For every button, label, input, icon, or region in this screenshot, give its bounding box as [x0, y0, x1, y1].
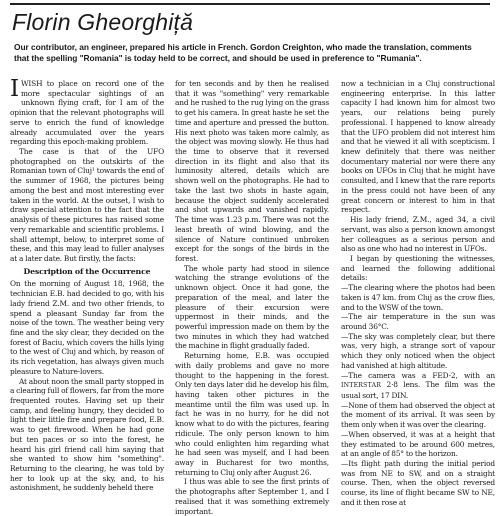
paragraph: now a technician in a Cluj constructional engineering enterprise. In this latter capacity I had known him for almost two years, our relations being purely professional. I happened to know already that the UFO problem did not interest him and that he viewed it all with scepticism. I knew definitely that there was neither documentary material nor were there any books on UFOs in Cluj that he might have consulted, and I knew that the rare reports in the press could not have been of any great concern or interest to him in that respect. — [341, 79, 495, 215]
list-item: —Its flight path during the initial period was from NE to SW, and on a straight course. Then, when the object reversed course, its line of flight became SW to NE, and it then rose at — [341, 459, 495, 507]
paragraph: The whole party had stood in silence watching the strange evolutions of the unknown object. Once it had gone, the preparation of the meal, and later the pleasure of their excursion were uppermost in their minds, and the powerful impression made on them by the two minutes in which they had watched the machine in flight gradually faded. — [175, 263, 329, 351]
paragraph: The case is that of the UFO photographed on the outskirts of the Romanian town of Cluj¹ towards the end of the summer of 1968, the pictures being among the best and most interesting ever taken in the world. At the outset, I wish to draw special attention to the fact that the analysis of these pictures has raised some very remarkable and scientific problems. I shall attempt, below, to interpret some of these, and this may lead to fuller analyses at a later date. But firstly, the facts: — [10, 147, 164, 263]
article-author-title: Florin Gheorghiță — [12, 9, 194, 35]
article-column-3 — [341, 79, 495, 507]
paragraph: for ten seconds and by then he realised that it was "something" very remarkable and he rushed to the rug lying on the grass to get his camera. In great haste he set the time and aperture and pressed the button. His next photo was taken more calmly, as the object was moving slowly. He thus had the time to observe that it reversed direction in its flight and also that its luminosity altered, details which are shown well on the photographs. He had to take the last two shots in haste again, because the object suddenly accelerated and shot upwards and vanished rapidly. The time was 1.23 p.m. There was not the least breath of wind blowing, and the silence of Nature continued unbroken except for the songs of the birds in the forest. — [175, 79, 329, 263]
article-column-1 — [10, 76, 165, 500]
paragraph: At about noon the small party stopped in a clearing full of flowers, far from the more frequented routes. Having set up their camp, and feeling hungry, they decided to light their little fire and prepare food, E.B. was to get firewood. When he had gone but ten paces or so into the forest, he heard his girl friend call him saying that she wanted to show him "something". Returning to the clearing, he was told by her to look up at the sky, and, to his astonishment, he suddenly beheld there — [10, 376, 165, 493]
list-item — [341, 371, 495, 401]
paragraph: On the morning of August 18, 1968, the technician E.B. had decided to go, with his lady friend Z.M. and two other friends, to spend a pleasant Sunday far from the noise of the town. The weather being very fine and the sky clear, they decided on the forest of Baciu, which covers the hills lying to the west of Cluj and which, by reason of its rich vegetation, has always given much pleasure to Nature-lovers. — [10, 279, 164, 376]
list-item: —The air temperature in the sun was around 36°C. — [341, 312, 495, 331]
paragraph-text: WISH to place on record one of the more spectacular sightings of an unknown flying craft, for I am of the opinion that the relevant photographs will serve to enrich the fund of knowledge already accumulated over the years regarding this epoch-making problem. — [10, 79, 164, 147]
list-item: —None of them had observed the object at the moment of its arrival. It was seen by them only when it was over the clearing. — [341, 400, 495, 430]
lens-name: INTERSTAR — [341, 382, 382, 390]
section-heading: Description of the Occurrence — [23, 266, 151, 276]
paragraph: His lady friend, Z.M., aged 34, a civil servant, was also a person known amongst her colleagues as a serious person and also as one who had no interest in UFOs. — [341, 215, 495, 254]
list-item: —The clearing where the photos had been taken is 47 km. from Cluj as the crow flies, and to the WSW of the town. — [341, 283, 495, 312]
article-column-2 — [175, 79, 329, 516]
list-item-text: —The camera was a FED-2, with an — [341, 370, 495, 380]
paragraph: Returning home, E.B. was occupied with daily problems and gave no more thought to the happening in the forest. Only ten days later did he develop his film, having taken other pictures in the meantime until the film was used up. In fact he was in no hurry, for he did not know what to do with the pictures, fearing ridicule. The only person known to him who could enlighten him regarding what he had seen was myself, and I had been away in Bucharest for two months, returning to Cluj only after August 26. — [175, 351, 329, 477]
paragraph: I thus was able to see the first prints of the photographs after September 1, and I realised that it was something extremely important. — [175, 477, 329, 516]
editor-note: Our contributor, an engineer, prepared his article in French. Gordon Creighton, who made the translation, comments that the spelling "Romania" is today held to be correct, and should be used in preference to "Rumania". — [14, 42, 472, 63]
list-item-text: 2·8 lens. The film was the usual sort, 17 DIN. — [341, 380, 495, 400]
top-rule — [10, 3, 490, 5]
paragraph: I began by questioning the witnesses, and learned the following additional details: — [341, 253, 495, 283]
paragraph — [10, 76, 164, 147]
list-item: —The sky was completely clear, but there was, very high, a strange sort of vapour which they only noticed when the object had vanished at high altitude. — [341, 331, 495, 370]
drop-cap: I — [10, 76, 19, 102]
list-item: —When observed, it was at a height that they estimated to be around 600 metres, at an angle of 85° to the horizon. — [341, 429, 495, 459]
